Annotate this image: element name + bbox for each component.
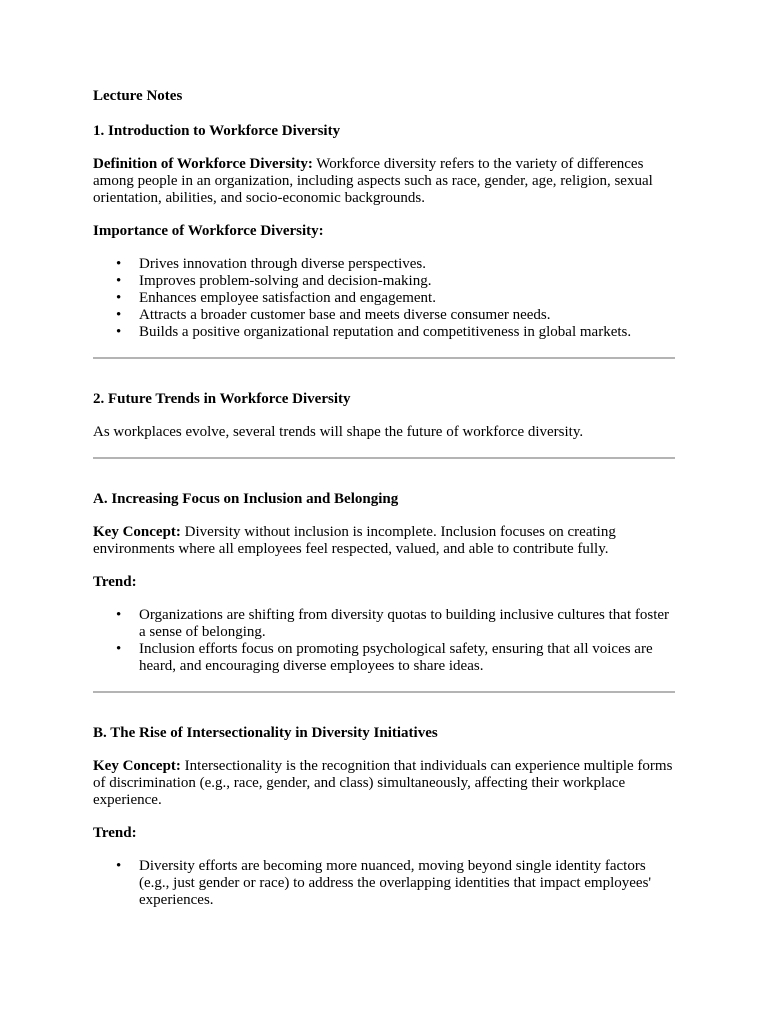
key-concept-label: Key Concept: — [93, 758, 181, 774]
section-b-trend-list — [93, 858, 675, 909]
list-item: • Builds a positive organizational reputation and competitiveness in global markets. — [139, 324, 675, 341]
list-item: • Improves problem-solving and decision-making. — [139, 273, 675, 290]
section-b-trend-label: Trend: — [93, 825, 137, 841]
list-item: • Enhances employee satisfaction and engagement. — [139, 290, 675, 307]
list-item: • Organizations are shifting from diversity quotas to building inclusive cultures that foster a sense of belonging. — [139, 607, 675, 641]
section-b-key-concept — [93, 758, 675, 809]
importance-list — [93, 256, 675, 341]
key-concept-text: Diversity without inclusion is incomplete. Inclusion focuses on creating environments where all employees feel respected, valued, and able to contribute fully. — [93, 524, 616, 557]
document-page — [93, 88, 675, 925]
list-item: • Attracts a broader customer base and meets diverse consumer needs. — [139, 307, 675, 324]
list-item: • Diversity efforts are becoming more nuanced, moving beyond single identity factors (e.g., just gender or race) to address the overlapping identities that impact employees' experiences. — [139, 858, 675, 909]
section-a-trend-label: Trend: — [93, 574, 137, 590]
section-b-heading: B. The Rise of Intersectionality in Diversity Initiatives — [93, 725, 438, 741]
list-item: • Drives innovation through diverse perspectives. — [139, 256, 675, 273]
section-1-heading: 1. Introduction to Workforce Diversity — [93, 123, 341, 139]
definition-text: Workforce diversity refers to the variety of differences among people in an organization, including aspects such as race, gender, age, religion, sexual orientation, abilities, and socio-economic backgrounds. — [93, 156, 653, 206]
section-a-key-concept — [93, 524, 675, 558]
key-concept-label: Key Concept: — [93, 524, 181, 540]
key-concept-text: Intersectionality is the recognition that individuals can experience multiple forms of discrimination (e.g., race, gender, and class) simultaneously, affecting their workplace experience. — [93, 758, 673, 808]
importance-label: Importance of Workforce Diversity: — [93, 223, 324, 239]
section-2-heading: 2. Future Trends in Workforce Diversity — [93, 391, 351, 407]
document-title: Lecture Notes — [93, 88, 183, 104]
list-item: • Inclusion efforts focus on promoting psychological safety, ensuring that all voices are heard, and encouraging diverse employees to share ideas. — [139, 641, 675, 675]
section-2-intro: As workplaces evolve, several trends will shape the future of workforce diversity. — [93, 424, 584, 440]
definition-paragraph — [93, 156, 675, 207]
section-a-heading: A. Increasing Focus on Inclusion and Belonging — [93, 491, 399, 507]
definition-label: Definition of Workforce Diversity: — [93, 156, 313, 172]
section-a-trend-list — [93, 607, 675, 675]
